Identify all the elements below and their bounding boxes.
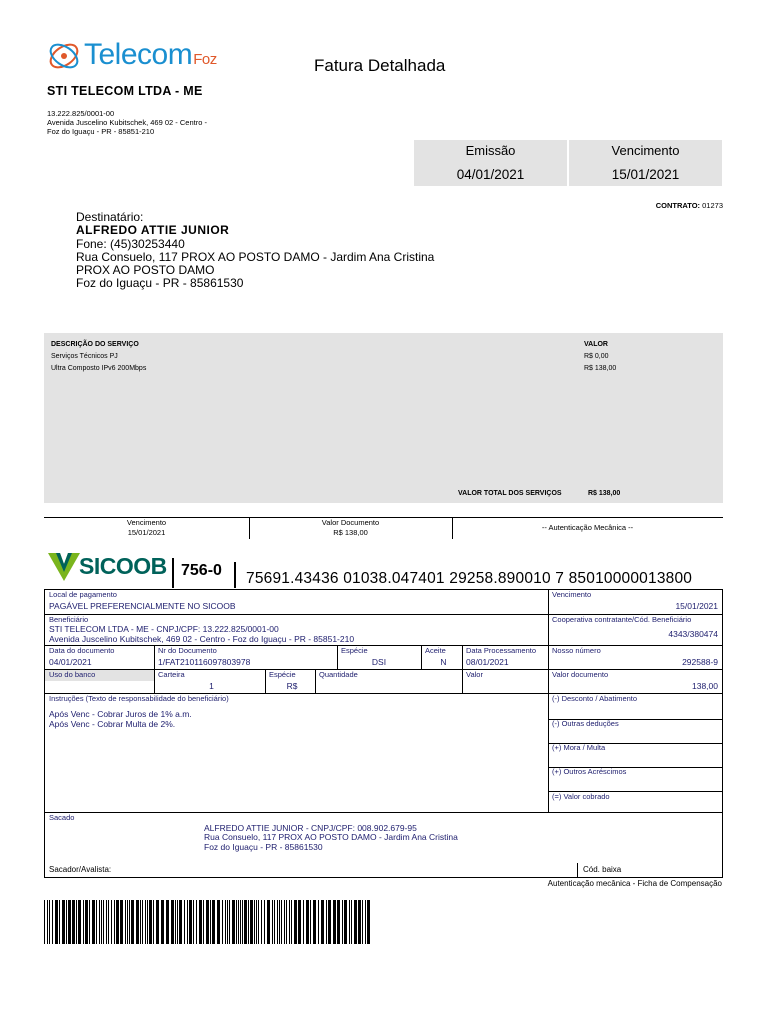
recipient-city: Foz do Iguaçu - PR - 85861530 [76, 276, 244, 290]
nr-documento-value: 1/FAT210116097803978 [158, 657, 251, 667]
data-processamento-value: 08/01/2021 [466, 657, 509, 667]
company-address-line1: Avenida Juscelino Kubitschek, 469 02 - Centro - [47, 118, 207, 127]
divider [154, 645, 155, 693]
aceite-value: N [440, 657, 447, 667]
instrucao-line: Após Venc - Cobrar Multa de 2%. [49, 719, 176, 729]
cod-baixa-label: Cód. baixa [583, 865, 622, 874]
divider [421, 645, 422, 669]
vencimento-label: Vencimento [611, 143, 680, 158]
cooperativa-label: Cooperativa contratante/Cód. Beneficiário [552, 615, 692, 624]
divider [577, 863, 578, 877]
deducoes-label: (-) Outras deduções [552, 719, 619, 728]
receipt-venc-value: 15/01/2021 [127, 528, 166, 537]
divider [234, 562, 236, 588]
data-processamento-label: Data Processamento [466, 646, 537, 655]
valor-documento-label: Valor documento [552, 670, 609, 679]
company-name: STI TELECOM LTDA - ME [47, 84, 203, 98]
linha-digitavel: 75691.43436 01038.047401 29258.890010 7 85010000013800 [246, 570, 693, 587]
recipient-address2: PROX AO POSTO DAMO [76, 263, 215, 277]
recipient-phone: Fone: (45)30253440 [76, 237, 185, 251]
valor-label: Valor [466, 670, 483, 679]
especie2-label: Espécie [269, 670, 296, 679]
uso-banco-label: Uso do banco [49, 670, 96, 679]
divider [44, 877, 723, 878]
local-pagamento-value: PAGÁVEL PREFERENCIALMENTE NO SICOOB [49, 601, 236, 611]
data-documento-label: Data do documento [49, 646, 115, 655]
company-address-line2: Foz do Iguaçu - PR - 85851-210 [47, 127, 155, 136]
cooperativa-value: 4343/380474 [668, 629, 718, 639]
service-item-value: R$ 0,00 [584, 353, 609, 360]
receipt-valor-value: R$ 138,00 [333, 528, 368, 537]
mora-label: (+) Mora / Multa [552, 743, 606, 752]
divider [548, 589, 549, 812]
data-documento-value: 04/01/2021 [49, 657, 92, 667]
emissao-box [414, 140, 567, 186]
quantidade-label: Quantidade [319, 670, 358, 679]
services-total-value: R$ 138,00 [588, 490, 621, 497]
instrucoes-label: Instruções (Texto de responsabilidade do beneficiário) [49, 694, 229, 703]
vencimento-box [569, 140, 722, 186]
aceite-label: Aceite [425, 646, 446, 655]
instrucao-line: Após Venc - Cobrar Juros de 1% a.m. [49, 709, 192, 719]
carteira-label: Carteira [158, 670, 185, 679]
sacado-line1: ALFREDO ATTIE JUNIOR - CNPJ/CPF: 008.902.679-95 [204, 823, 417, 833]
nosso-numero-label: Nosso número [552, 646, 601, 655]
carteira-value: 1 [209, 681, 214, 691]
especie-label: Espécie [341, 646, 368, 655]
valor-documento-value: 138,00 [692, 681, 718, 691]
beneficiario-line2: Avenida Juscelino Kubitschek, 469 02 - Centro - Foz do Iguaçu - PR - 85851-210 [49, 634, 355, 644]
receipt-venc-label: Vencimento [126, 518, 167, 527]
sicoob-wordmark: SICOOB [79, 553, 167, 579]
divider [315, 669, 316, 693]
bank-code: 756-0 [181, 562, 222, 579]
boleto-vencimento-label: Vencimento [552, 590, 592, 599]
divider [44, 645, 723, 646]
divider [44, 812, 723, 813]
beneficiario-label: Beneficiário [49, 615, 89, 624]
divider [172, 558, 174, 588]
nr-documento-label: Nr do Documento [158, 646, 217, 655]
acrescimos-label: (+) Outros Acréscimos [552, 767, 627, 776]
recipient-name: ALFREDO ATTIE JUNIOR [76, 223, 230, 237]
sacado-line2: Rua Consuelo, 117 PROX AO POSTO DAMO - Jardim Ana Cristina [204, 832, 458, 842]
service-item-value: R$ 138,00 [584, 365, 617, 372]
divider [462, 645, 463, 693]
contract-number: CONTRATO: 01273 [655, 201, 723, 210]
especie-value: DSI [371, 657, 387, 667]
divider [44, 589, 723, 590]
service-item-desc: Ultra Composto IPv6 200Mbps [51, 365, 147, 372]
divider [337, 645, 338, 669]
sacado-line3: Foz do Iguaçu - PR - 85861530 [204, 842, 323, 852]
recipient-label: Destinatário: [76, 210, 144, 224]
page-title: Fatura Detalhada [314, 56, 446, 75]
nosso-numero-value: 292588-9 [682, 657, 718, 667]
beneficiario-line1: STI TELECOM LTDA - ME - CNPJ/CPF: 13.222.825/0001-00 [49, 624, 279, 634]
ficha-compensacao-label: Autenticação mecânica - Ficha de Compensação [547, 879, 722, 888]
boleto-vencimento-value: 15/01/2021 [675, 601, 718, 611]
vencimento-value: 15/01/2021 [611, 167, 680, 182]
company-cnpj: 13.222.825/0001-00 [47, 109, 115, 118]
divider [265, 669, 266, 693]
recipient-address1: Rua Consuelo, 117 PROX AO POSTO DAMO - Jardim Ana Cristina [76, 250, 435, 264]
desconto-label: (-) Desconto / Abatimento [552, 694, 638, 703]
especie2-value: R$ [286, 681, 298, 691]
emissao-label: Emissão [465, 143, 516, 158]
services-total-label: VALOR TOTAL DOS SERVIÇOS [458, 490, 562, 497]
logo-wordmark: TelecomFoz [84, 38, 217, 71]
sacado-label: Sacado [49, 813, 75, 822]
divider [44, 589, 45, 877]
divider [722, 589, 723, 877]
receipt-autenticacao: -- Autenticação Mecânica -- [541, 523, 634, 532]
service-item-desc: Serviços Técnicos PJ [51, 353, 118, 360]
barcode-icon [44, 900, 370, 944]
sacador-label: Sacador/Avalista: [49, 865, 112, 874]
services-box [44, 333, 723, 503]
services-value-header: VALOR [584, 341, 608, 348]
receipt-valor-label: Valor Documento [321, 518, 380, 527]
valor-cobrado-label: (=) Valor cobrado [552, 792, 610, 801]
local-pagamento-label: Local de pagamento [49, 590, 117, 599]
services-desc-header: DESCRIÇÃO DO SERVIÇO [51, 341, 139, 348]
emissao-value: 04/01/2021 [456, 167, 525, 182]
